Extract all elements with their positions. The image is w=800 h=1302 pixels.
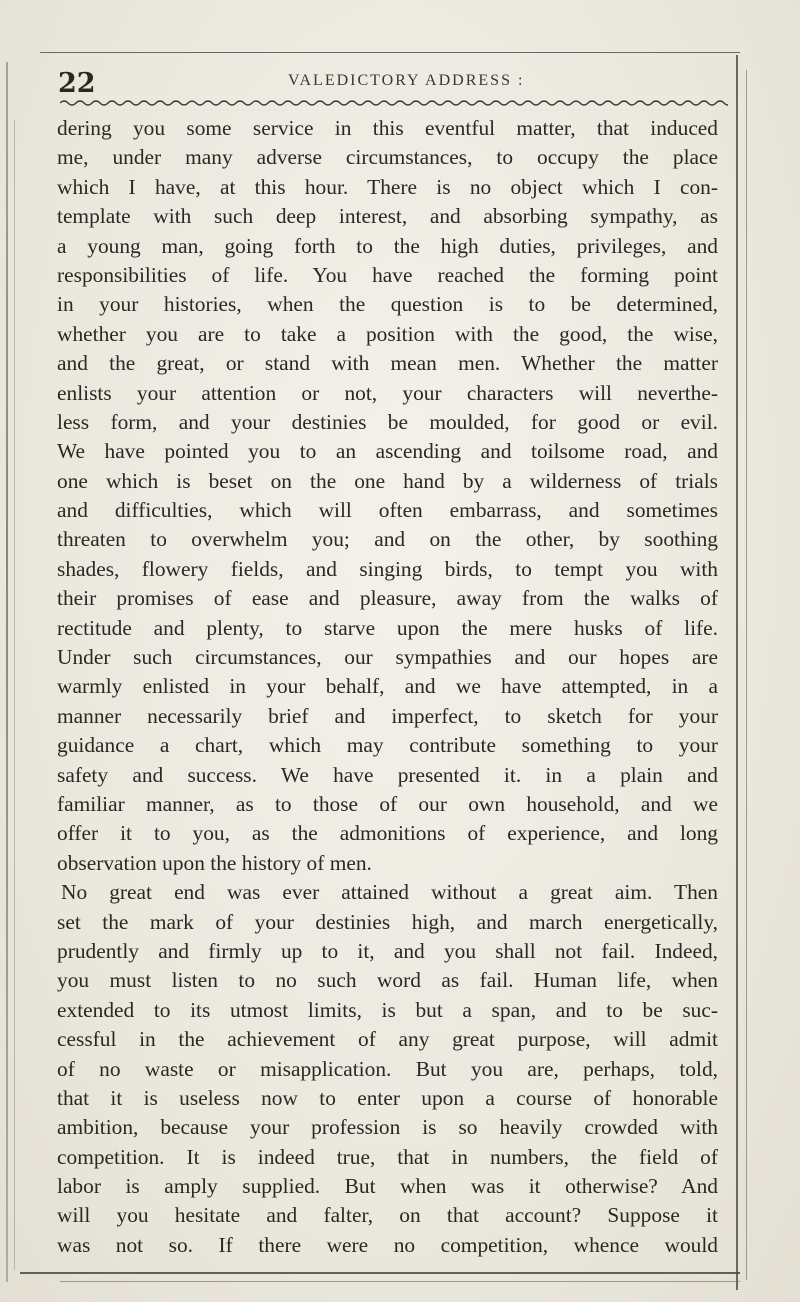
text-line: template with such deep interest, and absorbing sympathy, as	[57, 204, 718, 229]
text-line: Under such circumstances, our sympathies and our hopes are	[57, 645, 718, 670]
text-line: We have pointed you to an ascending and toilsome road, and	[57, 439, 718, 464]
text-line: one which is beset on the one hand by a wilderness of trials	[57, 468, 718, 493]
decorative-wavy-rule	[60, 98, 728, 108]
text-line: a young man, going forth to the high duties, privileges, and	[57, 233, 718, 258]
text-line: competition. It is indeed true, that in numbers, the field of	[57, 1144, 718, 1169]
bottom-rule	[20, 1272, 740, 1274]
bottom-rule-secondary	[60, 1281, 740, 1282]
text-line: which I have, at this hour. There is no object which I con-	[57, 174, 718, 199]
text-line: will you hesitate and falter, on that account? Suppose it	[57, 1203, 718, 1228]
text-line: less form, and your destinies be moulded, for good or evil.	[57, 409, 718, 434]
text-line: rectitude and plenty, to starve upon the mere husks of life.	[57, 615, 718, 640]
text-line: of no waste or misapplication. But you are, perhaps, told,	[57, 1056, 718, 1081]
text-line: observation upon the history of men.	[57, 850, 372, 875]
text-line: was not so. If there were no competition, whence would	[57, 1232, 718, 1257]
text-line: warmly enlisted in your behalf, and we have attempted, in a	[57, 674, 718, 699]
text-line: in your histories, when the question is to be determined,	[57, 292, 718, 317]
text-line: and difficulties, which will often embarrass, and sometimes	[57, 498, 718, 523]
text-line: offer it to you, as the admonitions of experience, and long	[57, 821, 718, 846]
text-line: and the great, or stand with mean men. Whether the matter	[57, 351, 718, 376]
top-rule	[40, 52, 740, 53]
text-line: shades, flowery fields, and singing birds, to tempt you with	[57, 556, 718, 581]
page-header	[58, 68, 728, 100]
text-line: enlists your attention or not, your characters will neverthe-	[57, 380, 718, 405]
text-line: manner necessarily brief and imperfect, to sketch for your	[57, 703, 718, 728]
text-line: dering you some service in this eventful matter, that induced	[57, 116, 718, 140]
page-edge-left-inner	[14, 120, 15, 1270]
text-line: that it is useless now to enter upon a course of honorable	[57, 1085, 718, 1110]
page-edge-right	[736, 55, 738, 1290]
text-line: guidance a chart, which may contribute something to your	[57, 733, 718, 758]
text-line: their promises of ease and pleasure, away from the walks of	[57, 586, 718, 611]
text-line: ambition, because your profession is so heavily crowded with	[57, 1115, 718, 1140]
text-line: No great end was ever attained without a great aim. Then	[61, 880, 718, 905]
text-line: labor is amply supplied. But when was it otherwise? And	[57, 1174, 718, 1199]
text-line: extended to its utmost limits, is but a span, and to be suc-	[57, 997, 718, 1022]
page-edge-left	[6, 62, 8, 1282]
text-line: familiar manner, as to those of our own household, and we	[57, 791, 718, 816]
text-line: safety and success. We have presented it. in a plain and	[57, 762, 718, 787]
text-line: threaten to overwhelm you; and on the other, by soothing	[57, 527, 718, 552]
text-line: responsibilities of life. You have reached the forming point	[57, 262, 718, 287]
body-text	[57, 114, 718, 1260]
page-number: 22	[58, 68, 96, 99]
page-edge-right-outer	[746, 70, 747, 1280]
text-line: set the mark of your destinies high, and march energetically,	[57, 909, 718, 934]
text-line: whether you are to take a position with the good, the wise,	[57, 321, 718, 346]
text-line: you must listen to no such word as fail. Human life, when	[57, 968, 718, 993]
text-line: cessful in the achievement of any great purpose, will admit	[57, 1027, 718, 1052]
running-head: VALEDICTORY ADDRESS :	[288, 72, 525, 89]
text-line: prudently and firmly up to it, and you shall not fail. Indeed,	[57, 938, 718, 963]
text-line: me, under many adverse circumstances, to occupy the place	[57, 145, 718, 170]
